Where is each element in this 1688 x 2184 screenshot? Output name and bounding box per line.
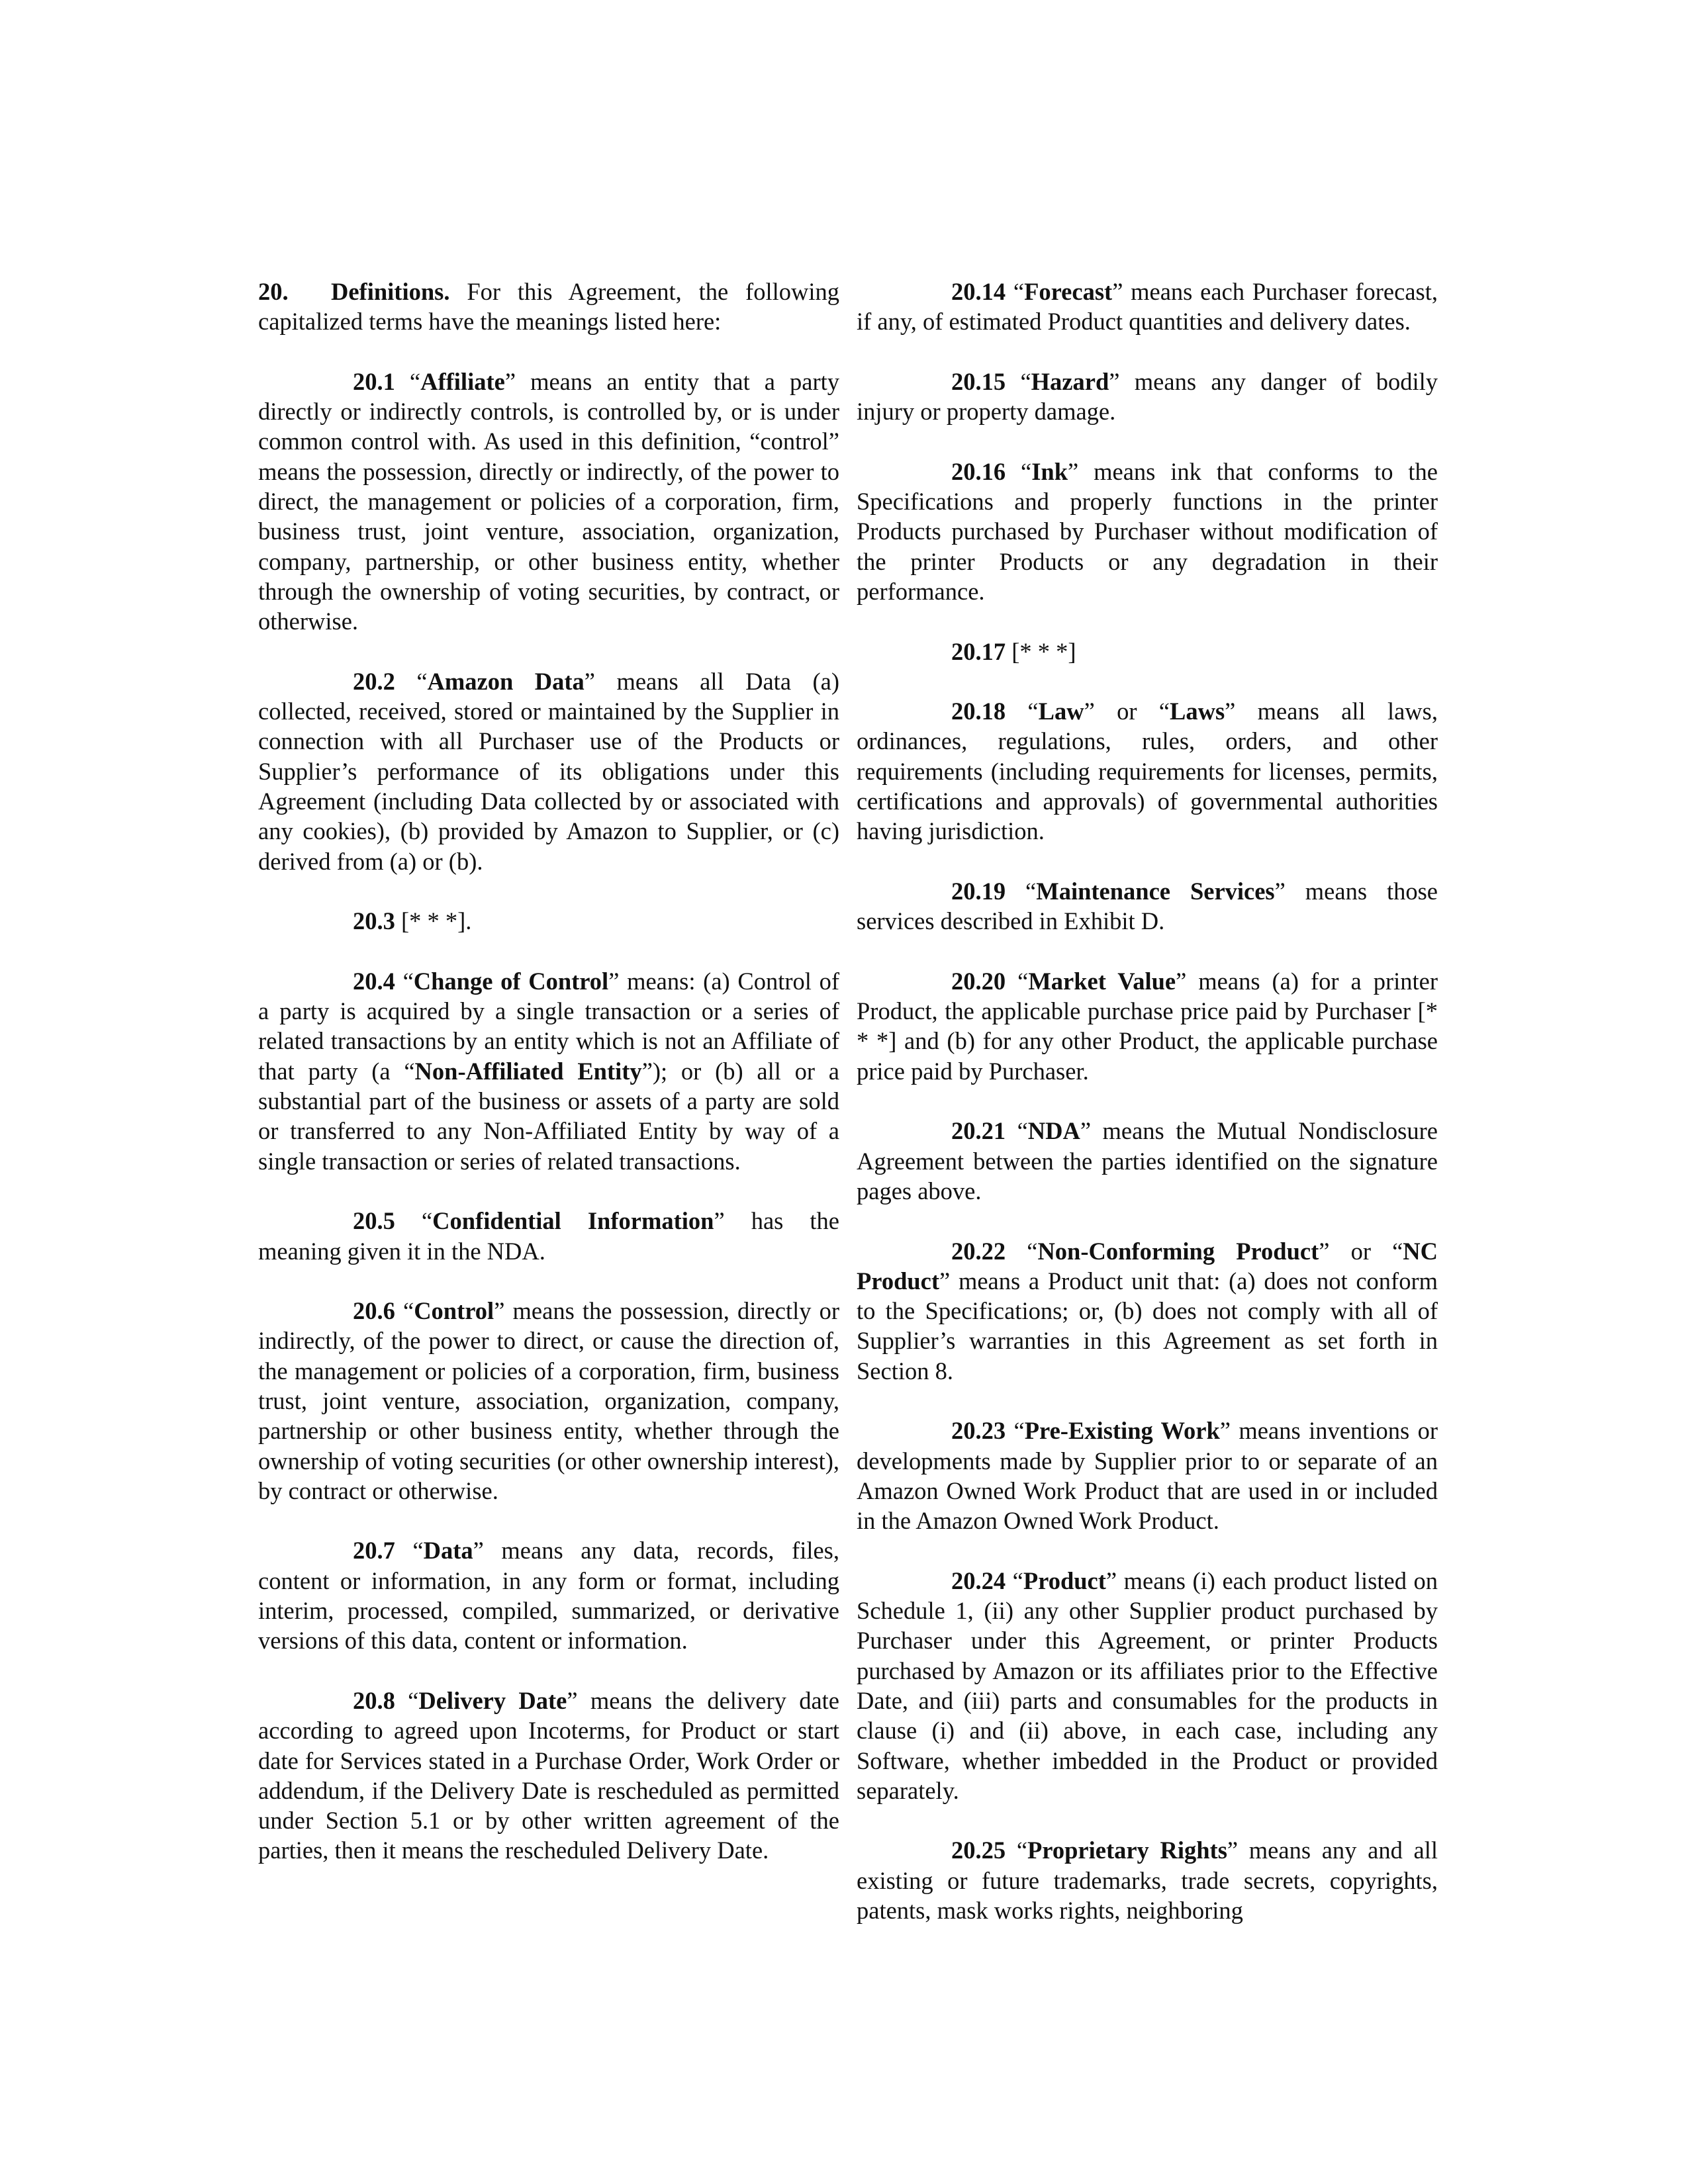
definition-text: “ xyxy=(1006,1117,1028,1145)
defined-term: Change of Control xyxy=(413,967,609,995)
definition-paragraph xyxy=(857,966,1438,1086)
defined-term: Hazard xyxy=(1031,367,1109,395)
definition-text: ” has the meaning given it in the NDA. xyxy=(258,1207,839,1265)
definition-text: “ xyxy=(1006,698,1039,725)
definition-paragraph xyxy=(857,1566,1438,1805)
right-column xyxy=(857,277,1438,1956)
definition-number: 20.23 xyxy=(951,1417,1006,1445)
definition-text: “ xyxy=(1006,967,1029,995)
defined-term: NDA xyxy=(1027,1117,1080,1145)
defined-term: Forecast xyxy=(1024,278,1113,305)
definition-paragraph xyxy=(258,1686,839,1866)
definition-text: ” means an entity that a party directly or indirectly controls, is controlled by, or is under common control with. As used in this definition, “control” means the possession, directly or indirectly, of the power to direct, the management or policies of a corporation, firm, business trust, joint venture, association, organization, company, partnership, or other business entity, whether through the ownership of voting securities, by contract, or otherwise. xyxy=(258,367,840,635)
definition-text: “ xyxy=(1006,1237,1038,1265)
defined-term: Pre-Existing Work xyxy=(1024,1417,1220,1445)
definition-number: 20.7 xyxy=(353,1537,395,1565)
definition-text: ” means the possession, directly or indirectly, of the power to direct, or cause the direction of, the management or policies of a corporation, firm, business trust, joint venture, association, organization, company, partnership or other business entity, whether through the ownership of voting securities (or other ownership interest), by contract or otherwise. xyxy=(258,1297,839,1504)
definition-number: 20.18 xyxy=(951,698,1006,725)
defined-term: NC Product xyxy=(857,1237,1438,1295)
defined-term: Market Value xyxy=(1028,967,1176,995)
definition-paragraph xyxy=(857,1116,1438,1206)
definition-text: ” or “ xyxy=(1319,1237,1403,1265)
definition-number: 20.16 xyxy=(951,457,1006,485)
definition-number: 20.8 xyxy=(353,1686,395,1714)
definition-number: 20.6 xyxy=(353,1297,395,1325)
definition-text: ” means (i) each product listed on Schedule 1, (ii) any other Supplier product purchased by Purchaser under this Agreement, or printer Products purchased by Amazon or its affiliates prior to the Effective Date, and (iii) parts and consumables for the products in clause (i) and (ii) above, in each case, including any Software, whether imbedded in the Product or provided separately. xyxy=(857,1567,1438,1804)
definition-text: ”); or (b) all or a substantial part of the business or assets of a party are sold or transferred to any Non-Affiliated Entity by way of a single transaction or series of related transactions. xyxy=(258,1057,839,1175)
definition-number: 20.4 xyxy=(353,967,395,995)
definition-number: 20.22 xyxy=(951,1237,1006,1265)
definition-number: 20.21 xyxy=(951,1117,1006,1145)
definition-paragraph xyxy=(857,277,1438,337)
definition-number: 20.1 xyxy=(353,367,395,395)
definition-text: ” means those services described in Exhibit D. xyxy=(857,877,1438,935)
section-intro-text: For this Agreement, the following capitalized terms have the meanings listed here: xyxy=(258,278,839,336)
definition-text: “ xyxy=(1006,877,1037,905)
definition-text: “ xyxy=(1006,367,1031,395)
definition-number: 20.25 xyxy=(951,1837,1006,1864)
definition-text: “ xyxy=(395,1537,424,1565)
definition-paragraph xyxy=(857,1236,1438,1386)
definition-paragraph xyxy=(258,367,839,637)
section-heading: Definitions. xyxy=(331,278,450,305)
definition-paragraph xyxy=(857,1416,1438,1535)
definition-text: “ xyxy=(395,367,421,395)
defined-term: Ink xyxy=(1031,457,1068,485)
definition-paragraph xyxy=(857,1835,1438,1925)
definition-paragraph xyxy=(258,906,839,936)
definition-paragraph xyxy=(258,966,839,1176)
definition-paragraph xyxy=(857,696,1438,846)
definition-text: ” or “ xyxy=(1084,698,1170,725)
definition-text: “ xyxy=(395,667,428,695)
definition-paragraph xyxy=(258,1296,839,1506)
definition-text: ” means any and all existing or future trademarks, trade secrets, copyrights, patents, mask works rights, neighboring xyxy=(857,1837,1438,1925)
definition-text: ” means all laws, ordinances, regulations, rules, orders, and other requirements (including requirements for licenses, permits, certifications and approvals) of governmental authorities having jurisdiction. xyxy=(857,698,1438,845)
definition-number: 20.15 xyxy=(951,367,1006,395)
defined-term: Delivery Date xyxy=(418,1686,567,1714)
definition-text: ” means a Product unit that: (a) does not conform to the Specifications; or, (b) does not comply with all of Supplier’s warranties in this Agreement as set forth in Section 8. xyxy=(857,1267,1438,1385)
definition-number: 20.20 xyxy=(951,967,1006,995)
defined-term: Affiliate xyxy=(420,367,505,395)
definition-number: 20.19 xyxy=(951,877,1006,905)
defined-term: Proprietary Rights xyxy=(1027,1837,1227,1864)
definition-text: ” means any danger of bodily injury or property damage. xyxy=(857,367,1438,426)
definition-text: [* * *] xyxy=(1006,637,1076,665)
defined-term: Laws xyxy=(1169,698,1225,725)
definition-text: “ xyxy=(1006,1567,1023,1594)
definition-text: [* * *]. xyxy=(395,907,472,935)
definition-paragraph xyxy=(258,1206,839,1266)
definition-text: “ xyxy=(395,1686,419,1714)
definition-paragraph xyxy=(258,1535,839,1655)
defined-term: Confidential Information xyxy=(432,1207,714,1235)
defined-term: Product xyxy=(1023,1567,1106,1594)
definition-text: ” means all Data (a) collected, received, stored or maintained by the Supplier in connection with all Purchaser use of the Products or Supplier’s performance of its obligations under this Agreement (including Data collected by or associated with any cookies), (b) provided by Amazon to Supplier, or (c) derived from (a) or (b). xyxy=(258,667,840,875)
section-heading-paragraph xyxy=(258,277,839,337)
definition-text: ” means ink that conforms to the Specifications and properly functions in the printer Products purchased by Purchaser without modification of the printer Products or any degradation in their performance. xyxy=(857,457,1438,605)
definition-text: ” means the delivery date according to agreed upon Incoterms, for Product or start date for Services stated in a Purchase Order, Work Order or addendum, if the Delivery Date is rescheduled as permitted under Section 5.1 or by other written agreement of the parties, then it means the rescheduled Delivery Date. xyxy=(258,1686,839,1864)
definition-text: ” means any data, records, files, content or information, in any form or format, including interim, processed, compiled, summarized, or derivative versions of this data, content or information. xyxy=(258,1537,839,1655)
definition-paragraph xyxy=(857,637,1438,666)
section-number: 20. xyxy=(258,278,289,305)
definition-text: “ xyxy=(395,1297,414,1325)
definition-text: “ xyxy=(1006,278,1025,305)
definition-paragraph xyxy=(857,457,1438,606)
definition-text: ” means: (a) Control of a party is acquired by a single transaction or a series of related transactions by an entity which is not an Affiliate of that party (a “ xyxy=(258,967,839,1085)
definition-number: 20.14 xyxy=(951,278,1006,305)
definition-text: ” means inventions or developments made by Supplier prior to or separate of an Amazon Owned Work Product that are used in or included in the Amazon Owned Work Product. xyxy=(857,1417,1438,1535)
left-column xyxy=(258,277,839,1895)
definition-number: 20.3 xyxy=(353,907,395,935)
defined-term: Maintenance Services xyxy=(1036,877,1275,905)
defined-term: Control xyxy=(414,1297,494,1325)
defined-term: Amazon Data xyxy=(427,667,585,695)
definition-text: “ xyxy=(1006,1837,1028,1864)
definition-text: “ xyxy=(1006,457,1032,485)
definition-paragraph xyxy=(258,666,839,876)
definition-text: “ xyxy=(1006,1417,1025,1445)
definition-paragraph xyxy=(857,876,1438,936)
defined-term: Non-Conforming Product xyxy=(1037,1237,1319,1265)
definition-paragraph xyxy=(857,367,1438,427)
definition-text: “ xyxy=(395,1207,433,1235)
definition-text: ” means the Mutual Nondisclosure Agreement between the parties identified on the signature pages above. xyxy=(857,1117,1438,1205)
definition-text: ” means each Purchaser forecast, if any, of estimated Product quantities and delivery dates. xyxy=(857,278,1438,336)
definition-number: 20.2 xyxy=(353,667,395,695)
definition-text: “ xyxy=(395,967,414,995)
definition-number: 20.17 xyxy=(951,637,1006,665)
defined-term: Data xyxy=(423,1537,473,1565)
defined-term: Law xyxy=(1038,698,1084,725)
definition-number: 20.24 xyxy=(951,1567,1006,1594)
definition-number: 20.5 xyxy=(353,1207,395,1235)
defined-term: Non-Affiliated Entity xyxy=(414,1057,642,1085)
definition-text: ” means (a) for a printer Product, the applicable purchase price paid by Purchaser [* * *] and (b) for any other Product, the applicable purchase price paid by Purchaser. xyxy=(857,967,1438,1085)
